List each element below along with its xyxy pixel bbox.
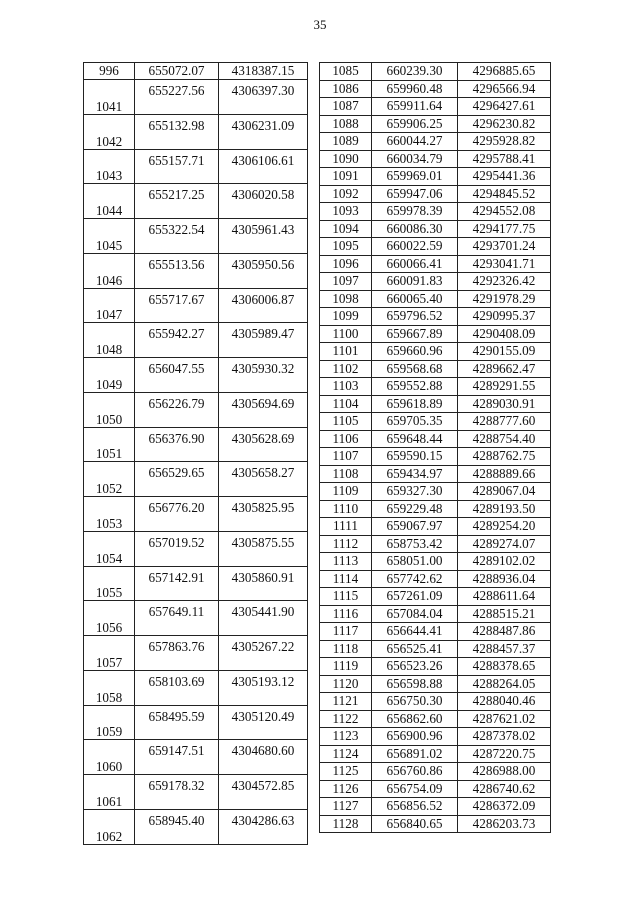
point-number-cell: 1086	[320, 80, 372, 98]
point-number-cell: 1051	[84, 427, 135, 462]
point-number-cell: 1057	[84, 636, 135, 671]
point-number-cell: 1104	[320, 395, 372, 413]
y-coordinate-cell: 4286740.62	[458, 780, 551, 798]
point-number-cell: 1109	[320, 483, 372, 501]
x-coordinate-cell: 655132.98	[135, 114, 219, 149]
y-coordinate-cell: 4289291.55	[458, 378, 551, 396]
table-row	[84, 670, 308, 705]
x-coordinate-cell: 659960.48	[372, 80, 458, 98]
table-row	[84, 288, 308, 323]
table-row	[320, 588, 551, 606]
point-number-cell: 1060	[84, 740, 135, 775]
x-coordinate-cell: 659067.97	[372, 518, 458, 536]
point-number-cell: 1123	[320, 728, 372, 746]
point-number-cell: 1088	[320, 115, 372, 133]
point-number-cell: 1124	[320, 745, 372, 763]
x-coordinate-cell: 660034.79	[372, 150, 458, 168]
table-row	[320, 815, 551, 833]
x-coordinate-cell: 659705.35	[372, 413, 458, 431]
y-coordinate-cell: 4296566.94	[458, 80, 551, 98]
point-number-cell: 1116	[320, 605, 372, 623]
point-number-cell: 1050	[84, 392, 135, 427]
y-coordinate-cell: 4289030.91	[458, 395, 551, 413]
point-number-cell: 1101	[320, 343, 372, 361]
y-coordinate-cell: 4294552.08	[458, 203, 551, 221]
point-number-cell: 1058	[84, 670, 135, 705]
point-number-cell: 1092	[320, 185, 372, 203]
y-coordinate-cell: 4288515.21	[458, 605, 551, 623]
x-coordinate-cell: 658753.42	[372, 535, 458, 553]
y-coordinate-cell: 4288264.05	[458, 675, 551, 693]
table-row	[84, 601, 308, 636]
y-coordinate-cell: 4305825.95	[219, 497, 308, 532]
table-row	[320, 325, 551, 343]
x-coordinate-cell: 655717.67	[135, 288, 219, 323]
x-coordinate-cell: 656525.41	[372, 640, 458, 658]
table-row	[320, 623, 551, 641]
x-coordinate-cell: 658051.00	[372, 553, 458, 571]
x-coordinate-cell: 655227.56	[135, 80, 219, 115]
y-coordinate-cell: 4286372.09	[458, 798, 551, 816]
point-number-cell: 1090	[320, 150, 372, 168]
x-coordinate-cell: 656226.79	[135, 392, 219, 427]
point-number-cell: 1120	[320, 675, 372, 693]
x-coordinate-cell: 656840.65	[372, 815, 458, 833]
y-coordinate-cell: 4289102.02	[458, 553, 551, 571]
point-number-cell: 1114	[320, 570, 372, 588]
y-coordinate-cell: 4305193.12	[219, 670, 308, 705]
table-row	[320, 553, 551, 571]
y-coordinate-cell: 4289067.04	[458, 483, 551, 501]
y-coordinate-cell: 4305989.47	[219, 323, 308, 358]
point-number-cell: 1112	[320, 535, 372, 553]
table-row	[320, 745, 551, 763]
point-number-cell: 1110	[320, 500, 372, 518]
table-row	[320, 780, 551, 798]
x-coordinate-cell: 658945.40	[135, 809, 219, 844]
point-number-cell: 1122	[320, 710, 372, 728]
table-row	[320, 465, 551, 483]
x-coordinate-cell: 660065.40	[372, 290, 458, 308]
table-row	[320, 413, 551, 431]
x-coordinate-cell: 659660.96	[372, 343, 458, 361]
point-number-cell: 1117	[320, 623, 372, 641]
table-row	[320, 185, 551, 203]
x-coordinate-cell: 660044.27	[372, 133, 458, 151]
y-coordinate-cell: 4287378.02	[458, 728, 551, 746]
y-coordinate-cell: 4286203.73	[458, 815, 551, 833]
x-coordinate-cell: 655217.25	[135, 184, 219, 219]
point-number-cell: 1046	[84, 253, 135, 288]
y-coordinate-cell: 4304286.63	[219, 809, 308, 844]
y-coordinate-cell: 4289254.20	[458, 518, 551, 536]
point-number-cell: 1047	[84, 288, 135, 323]
x-coordinate-cell: 659552.88	[372, 378, 458, 396]
table-row	[320, 63, 551, 81]
table-row	[320, 273, 551, 291]
y-coordinate-cell: 4305694.69	[219, 392, 308, 427]
x-coordinate-cell: 657019.52	[135, 531, 219, 566]
x-coordinate-cell: 657649.11	[135, 601, 219, 636]
x-coordinate-cell: 660091.83	[372, 273, 458, 291]
x-coordinate-cell: 659667.89	[372, 325, 458, 343]
table-row	[84, 184, 308, 219]
table-row	[84, 497, 308, 532]
table-row	[84, 566, 308, 601]
y-coordinate-cell: 4305961.43	[219, 219, 308, 254]
point-number-cell: 1126	[320, 780, 372, 798]
point-number-cell: 1089	[320, 133, 372, 151]
point-number-cell: 1108	[320, 465, 372, 483]
point-number-cell: 1062	[84, 809, 135, 844]
point-number-cell: 1085	[320, 63, 372, 81]
y-coordinate-cell: 4294845.52	[458, 185, 551, 203]
y-coordinate-cell: 4305441.90	[219, 601, 308, 636]
point-number-cell: 1048	[84, 323, 135, 358]
y-coordinate-cell: 4296230.82	[458, 115, 551, 133]
y-coordinate-cell: 4287220.75	[458, 745, 551, 763]
table-row	[320, 150, 551, 168]
y-coordinate-cell: 4305267.22	[219, 636, 308, 671]
point-number-cell: 1053	[84, 497, 135, 532]
x-coordinate-cell: 656891.02	[372, 745, 458, 763]
table-row	[84, 149, 308, 184]
table-row	[320, 395, 551, 413]
point-number-cell: 1119	[320, 658, 372, 676]
x-coordinate-cell: 659969.01	[372, 168, 458, 186]
page-number: 35	[313, 17, 327, 32]
y-coordinate-cell: 4305658.27	[219, 462, 308, 497]
y-coordinate-cell: 4290995.37	[458, 308, 551, 326]
x-coordinate-cell: 659796.52	[372, 308, 458, 326]
table-row	[320, 483, 551, 501]
point-number-cell: 1041	[84, 80, 135, 115]
x-coordinate-cell: 659147.51	[135, 740, 219, 775]
coordinates-table-right	[319, 62, 551, 833]
y-coordinate-cell: 4305860.91	[219, 566, 308, 601]
table-row	[84, 705, 308, 740]
point-number-cell: 1043	[84, 149, 135, 184]
y-coordinate-cell: 4295441.36	[458, 168, 551, 186]
y-coordinate-cell: 4293701.24	[458, 238, 551, 256]
table-row	[320, 80, 551, 98]
table-row	[320, 98, 551, 116]
y-coordinate-cell: 4290408.09	[458, 325, 551, 343]
x-coordinate-cell: 656856.52	[372, 798, 458, 816]
y-coordinate-cell: 4288611.64	[458, 588, 551, 606]
table-row	[320, 798, 551, 816]
point-number-cell: 1127	[320, 798, 372, 816]
point-number-cell: 1044	[84, 184, 135, 219]
table-row	[320, 168, 551, 186]
x-coordinate-cell: 656754.09	[372, 780, 458, 798]
x-coordinate-cell: 656047.55	[135, 358, 219, 393]
y-coordinate-cell: 4286988.00	[458, 763, 551, 781]
x-coordinate-cell: 655322.54	[135, 219, 219, 254]
y-coordinate-cell: 4292326.42	[458, 273, 551, 291]
y-coordinate-cell: 4289274.07	[458, 535, 551, 553]
table-row	[320, 343, 551, 361]
point-number-cell: 1128	[320, 815, 372, 833]
table-row	[84, 253, 308, 288]
point-number-cell: 1052	[84, 462, 135, 497]
x-coordinate-cell: 655157.71	[135, 149, 219, 184]
y-coordinate-cell: 4305628.69	[219, 427, 308, 462]
table-row	[320, 728, 551, 746]
table-row	[84, 63, 308, 80]
point-number-cell: 1091	[320, 168, 372, 186]
table-row	[320, 605, 551, 623]
point-number-cell: 1045	[84, 219, 135, 254]
x-coordinate-cell: 660066.41	[372, 255, 458, 273]
y-coordinate-cell: 4288777.60	[458, 413, 551, 431]
table-row	[320, 290, 551, 308]
table-row	[320, 430, 551, 448]
x-coordinate-cell: 659618.89	[372, 395, 458, 413]
y-coordinate-cell: 4305950.56	[219, 253, 308, 288]
table-row	[320, 448, 551, 466]
y-coordinate-cell: 4305875.55	[219, 531, 308, 566]
x-coordinate-cell: 655513.56	[135, 253, 219, 288]
point-number-cell: 1107	[320, 448, 372, 466]
table-row	[320, 500, 551, 518]
point-number-cell: 1115	[320, 588, 372, 606]
point-number-cell: 1042	[84, 114, 135, 149]
x-coordinate-cell: 657742.62	[372, 570, 458, 588]
table-row	[320, 238, 551, 256]
y-coordinate-cell: 4288936.04	[458, 570, 551, 588]
coordinates-table-left	[83, 62, 308, 845]
point-number-cell: 1118	[320, 640, 372, 658]
table-row	[320, 518, 551, 536]
table-row	[84, 809, 308, 844]
y-coordinate-cell: 4305120.49	[219, 705, 308, 740]
point-number-cell: 1113	[320, 553, 372, 571]
point-number-cell: 1100	[320, 325, 372, 343]
table-row	[320, 640, 551, 658]
table-row	[84, 114, 308, 149]
point-number-cell: 1103	[320, 378, 372, 396]
x-coordinate-cell: 655942.27	[135, 323, 219, 358]
y-coordinate-cell: 4305930.32	[219, 358, 308, 393]
x-coordinate-cell: 658103.69	[135, 670, 219, 705]
y-coordinate-cell: 4288889.66	[458, 465, 551, 483]
table-row	[320, 133, 551, 151]
x-coordinate-cell: 657863.76	[135, 636, 219, 671]
x-coordinate-cell: 657142.91	[135, 566, 219, 601]
y-coordinate-cell: 4288040.46	[458, 693, 551, 711]
x-coordinate-cell: 655072.07	[135, 63, 219, 80]
table-row	[320, 203, 551, 221]
point-number-cell: 1099	[320, 308, 372, 326]
point-number-cell: 1105	[320, 413, 372, 431]
table-row	[320, 675, 551, 693]
table-row	[320, 570, 551, 588]
x-coordinate-cell: 656760.86	[372, 763, 458, 781]
x-coordinate-cell: 660239.30	[372, 63, 458, 81]
y-coordinate-cell: 4289193.50	[458, 500, 551, 518]
x-coordinate-cell: 656900.96	[372, 728, 458, 746]
x-coordinate-cell: 660022.59	[372, 238, 458, 256]
y-coordinate-cell: 4306231.09	[219, 114, 308, 149]
y-coordinate-cell: 4289662.47	[458, 360, 551, 378]
point-number-cell: 1094	[320, 220, 372, 238]
point-number-cell: 1061	[84, 775, 135, 810]
y-coordinate-cell: 4290155.09	[458, 343, 551, 361]
table-row	[84, 775, 308, 810]
x-coordinate-cell: 657261.09	[372, 588, 458, 606]
point-number-cell: 1055	[84, 566, 135, 601]
table-row	[320, 658, 551, 676]
point-number-cell: 1059	[84, 705, 135, 740]
x-coordinate-cell: 656862.60	[372, 710, 458, 728]
table-row	[84, 636, 308, 671]
x-coordinate-cell: 656776.20	[135, 497, 219, 532]
table-row	[320, 255, 551, 273]
table-row	[84, 358, 308, 393]
y-coordinate-cell: 4288754.40	[458, 430, 551, 448]
point-number-cell: 1056	[84, 601, 135, 636]
point-number-cell: 1111	[320, 518, 372, 536]
x-coordinate-cell: 659911.64	[372, 98, 458, 116]
x-coordinate-cell: 659947.06	[372, 185, 458, 203]
x-coordinate-cell: 656529.65	[135, 462, 219, 497]
point-number-cell: 1049	[84, 358, 135, 393]
x-coordinate-cell: 656598.88	[372, 675, 458, 693]
point-number-cell: 1054	[84, 531, 135, 566]
y-coordinate-cell: 4288487.86	[458, 623, 551, 641]
x-coordinate-cell: 656523.26	[372, 658, 458, 676]
table-row	[320, 535, 551, 553]
y-coordinate-cell: 4287621.02	[458, 710, 551, 728]
point-number-cell: 1106	[320, 430, 372, 448]
y-coordinate-cell: 4288378.65	[458, 658, 551, 676]
table-row	[84, 219, 308, 254]
table-row	[320, 220, 551, 238]
y-coordinate-cell: 4306106.61	[219, 149, 308, 184]
y-coordinate-cell: 4295928.82	[458, 133, 551, 151]
table-row	[320, 115, 551, 133]
point-number-cell: 1102	[320, 360, 372, 378]
y-coordinate-cell: 4296427.61	[458, 98, 551, 116]
x-coordinate-cell: 659327.30	[372, 483, 458, 501]
x-coordinate-cell: 659434.97	[372, 465, 458, 483]
x-coordinate-cell: 659229.48	[372, 500, 458, 518]
point-number-cell: 1093	[320, 203, 372, 221]
y-coordinate-cell: 4306006.87	[219, 288, 308, 323]
table-row	[84, 392, 308, 427]
table-row	[84, 323, 308, 358]
x-coordinate-cell: 659568.68	[372, 360, 458, 378]
y-coordinate-cell: 4288762.75	[458, 448, 551, 466]
table-row	[320, 308, 551, 326]
table-row	[320, 693, 551, 711]
y-coordinate-cell: 4304680.60	[219, 740, 308, 775]
point-number-cell: 1097	[320, 273, 372, 291]
x-coordinate-cell: 656376.90	[135, 427, 219, 462]
y-coordinate-cell: 4294177.75	[458, 220, 551, 238]
point-number-cell: 1125	[320, 763, 372, 781]
y-coordinate-cell: 4306397.30	[219, 80, 308, 115]
point-number-cell: 1095	[320, 238, 372, 256]
y-coordinate-cell: 4293041.71	[458, 255, 551, 273]
table-row	[320, 360, 551, 378]
table-row	[84, 427, 308, 462]
table-row	[320, 710, 551, 728]
point-number-cell: 1096	[320, 255, 372, 273]
x-coordinate-cell: 656644.41	[372, 623, 458, 641]
table-row	[320, 378, 551, 396]
y-coordinate-cell: 4291978.29	[458, 290, 551, 308]
table-row	[84, 531, 308, 566]
y-coordinate-cell: 4306020.58	[219, 184, 308, 219]
y-coordinate-cell: 4304572.85	[219, 775, 308, 810]
table-row	[320, 763, 551, 781]
table-row	[84, 740, 308, 775]
x-coordinate-cell: 659590.15	[372, 448, 458, 466]
x-coordinate-cell: 660086.30	[372, 220, 458, 238]
y-coordinate-cell: 4296885.65	[458, 63, 551, 81]
point-number-cell: 1087	[320, 98, 372, 116]
x-coordinate-cell: 658495.59	[135, 705, 219, 740]
x-coordinate-cell: 656750.30	[372, 693, 458, 711]
y-coordinate-cell: 4295788.41	[458, 150, 551, 168]
x-coordinate-cell: 659648.44	[372, 430, 458, 448]
x-coordinate-cell: 659978.39	[372, 203, 458, 221]
y-coordinate-cell: 4288457.37	[458, 640, 551, 658]
point-number-cell: 996	[84, 63, 135, 80]
point-number-cell: 1121	[320, 693, 372, 711]
y-coordinate-cell: 4318387.15	[219, 63, 308, 80]
x-coordinate-cell: 657084.04	[372, 605, 458, 623]
point-number-cell: 1098	[320, 290, 372, 308]
x-coordinate-cell: 659178.32	[135, 775, 219, 810]
x-coordinate-cell: 659906.25	[372, 115, 458, 133]
table-row	[84, 462, 308, 497]
table-row	[84, 80, 308, 115]
